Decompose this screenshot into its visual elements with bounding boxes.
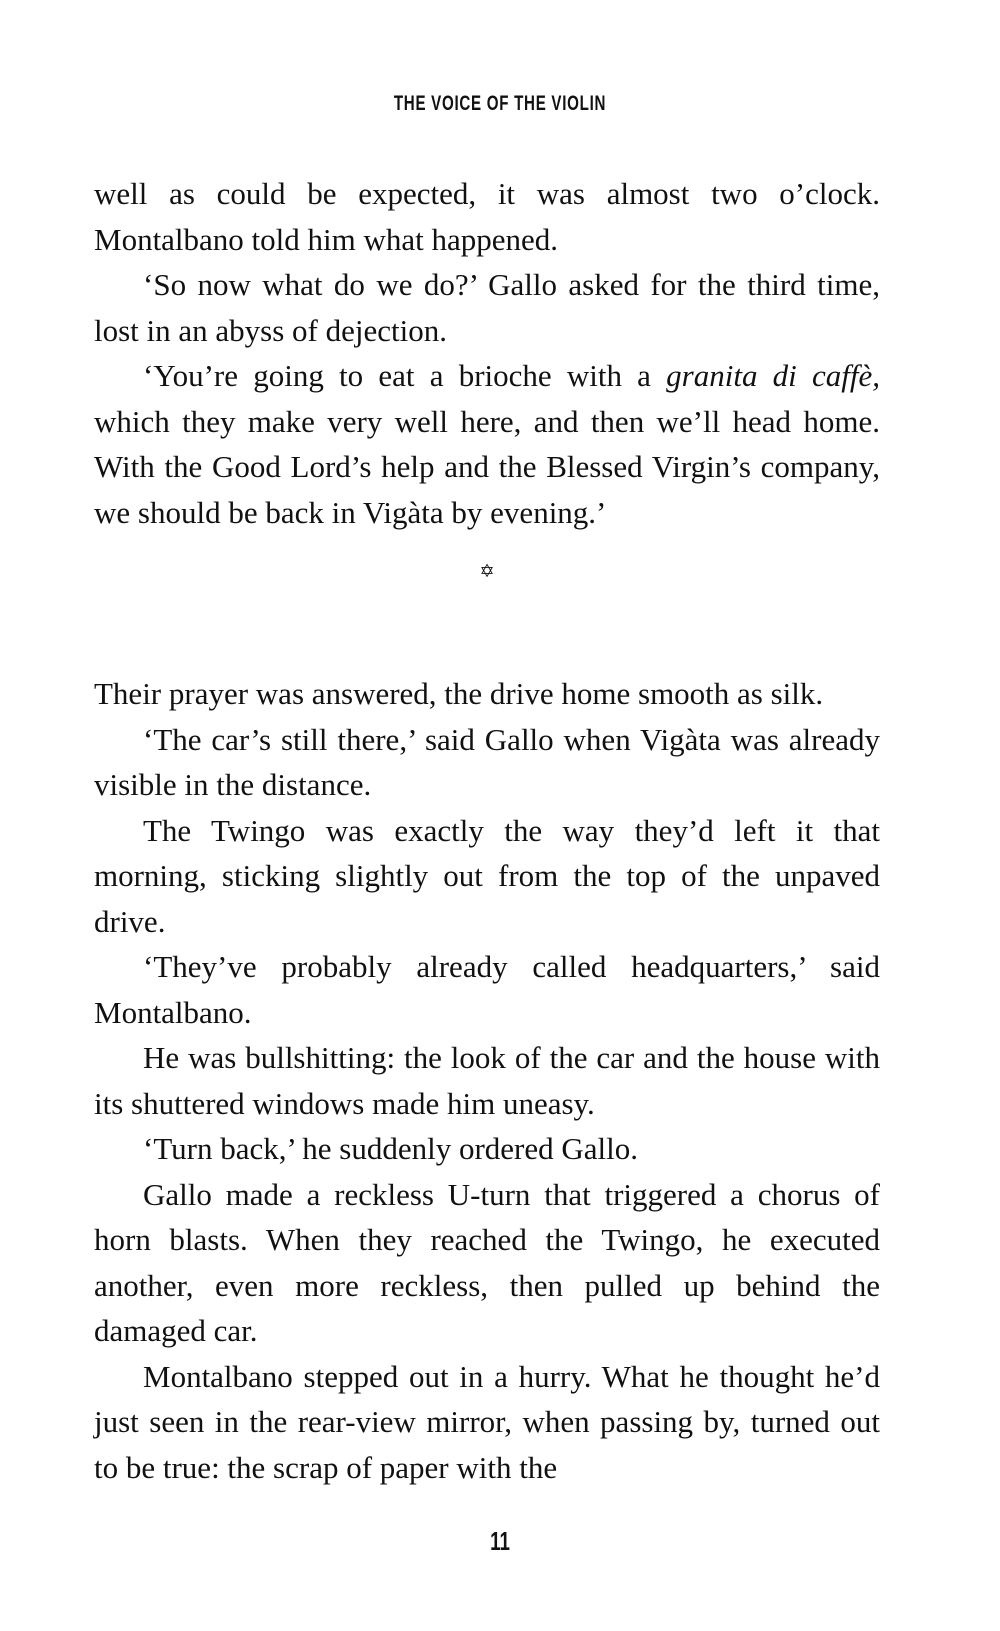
paragraph: The Twingo was exactly the way they’d left it that morning, sticking slightly out from the top of the unpaved drive.	[94, 812, 880, 939]
paragraph: ‘The car’s still there,’ said Gallo when Vigàta was already visible in the distance.	[94, 721, 880, 802]
running-head: THE VOICE OF THE VIOLIN	[393, 92, 607, 115]
paragraph: He was bullshitting: the look of the car and the house with its shuttered windows made him uneasy.	[94, 1040, 880, 1121]
section-break	[94, 535, 880, 671]
paragraph: Montalbano stepped out in a hurry. What he thought he’d just seen in the rear-view mirror, when passing by, turned out to be true: the scrap of paper with the	[94, 1358, 880, 1485]
paragraph: ‘So now what do we do?’ Gallo asked for the third time, lost in an abyss of dejection.	[94, 267, 880, 348]
paragraph-text: which they make very well here, and then we’ll head home. With the Good Lord’s help and the Blessed Virgin’s company, we should be back in Vigàta by evening.’	[94, 403, 880, 530]
page-number: 11	[490, 1526, 510, 1556]
body-text	[94, 171, 880, 1490]
paragraph-text: ‘You’re going to eat a brioche with a	[143, 358, 667, 393]
section-break-ornament-icon: ✡	[479, 561, 495, 582]
paragraph: ‘They’ve probably already called headquarters,’ said Montalbano.	[94, 949, 880, 1030]
italic-phrase: granita di caffè,	[666, 358, 880, 393]
paragraph: ‘Turn back,’ he suddenly ordered Gallo.	[143, 1131, 639, 1166]
paragraph: Their prayer was answered, the drive home smooth as silk.	[94, 676, 824, 711]
paragraph: Gallo made a reckless U-turn that triggered a chorus of horn blasts. When they reached the Twingo, he executed another, even more reckless, then pulled up behind the damaged car.	[94, 1176, 880, 1348]
paragraph	[94, 353, 880, 535]
paragraph: well as could be expected, it was almost two o’clock. Montalbano told him what happened.	[94, 176, 880, 257]
